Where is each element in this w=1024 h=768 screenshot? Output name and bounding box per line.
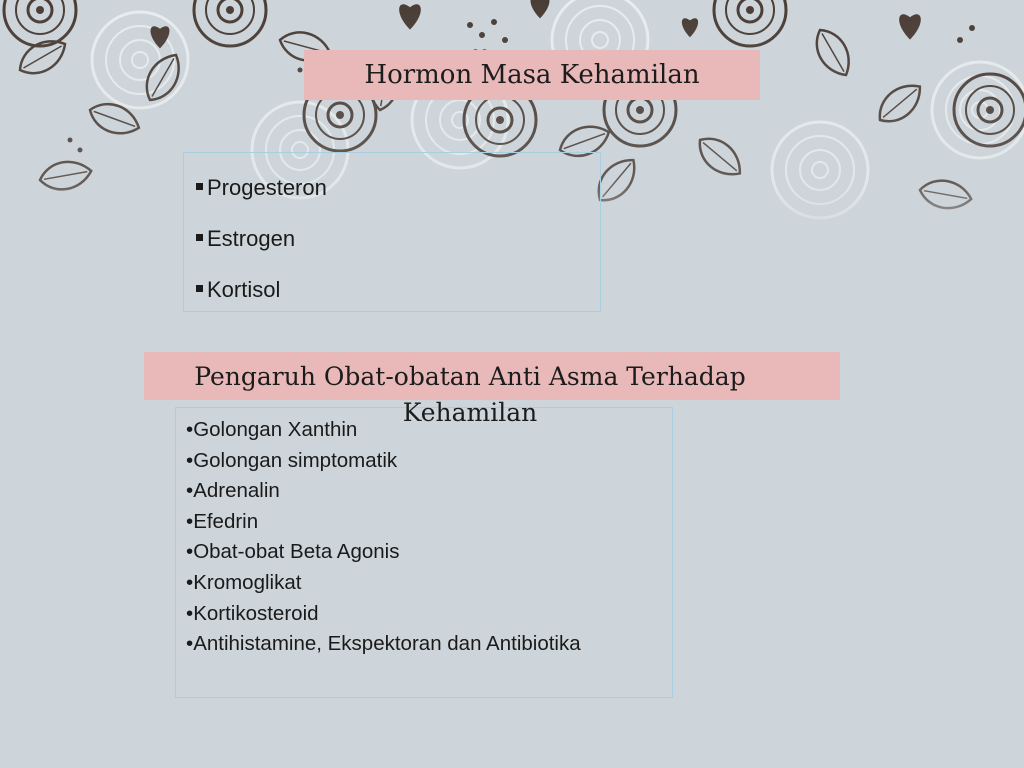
- slide-title-text: Hormon Masa Kehamilan: [364, 60, 700, 90]
- section-title-line2: Kehamilan: [402, 398, 538, 427]
- list-item: •Golongan Xanthin: [186, 418, 358, 441]
- list-item: Estrogen: [196, 226, 327, 277]
- list-item: •Kromoglikat: [186, 570, 302, 594]
- slide-title: [304, 50, 760, 100]
- hormone-list-box: [183, 152, 601, 312]
- hormone-list: [196, 175, 327, 328]
- list-item: •Golongan simptomatik: [186, 448, 398, 472]
- list-item: •Efedrin: [186, 509, 259, 533]
- section-title: [144, 352, 840, 427]
- square-bullet-icon: [196, 285, 203, 292]
- section-title-line1: Pengaruh Obat-obatan Anti Asma Terhadap: [194, 362, 746, 391]
- list-item: •Obat-obat Beta Agonis: [186, 540, 400, 564]
- list-item: •Antihistamine, Ekspektoran dan Antibiotika: [186, 632, 581, 656]
- list-item: Kortisol: [196, 277, 327, 328]
- list-item: Progesteron: [196, 175, 327, 226]
- square-bullet-icon: [196, 234, 203, 241]
- list-item: •Kortikosteroid: [186, 601, 319, 625]
- square-bullet-icon: [196, 183, 203, 190]
- drug-list-box: [175, 407, 673, 698]
- drug-list: [186, 417, 581, 662]
- list-item: •Adrenalin: [186, 479, 280, 503]
